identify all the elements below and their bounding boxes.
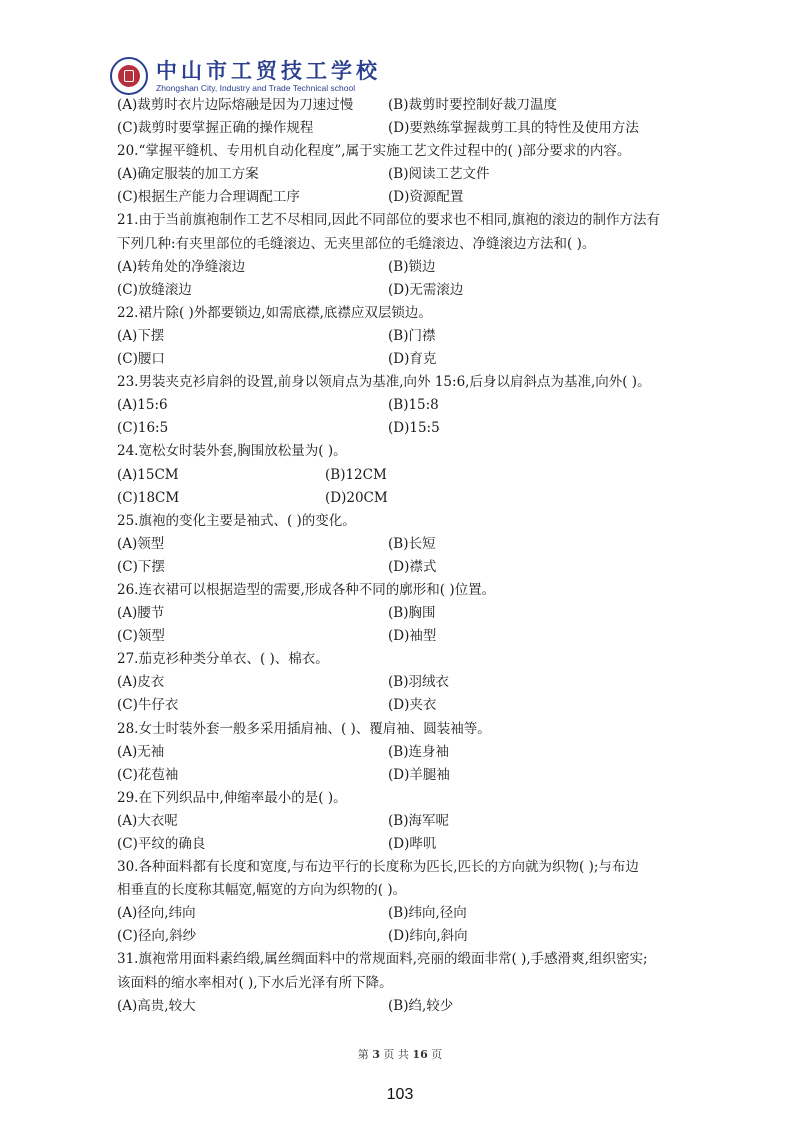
option-left: (C)牛仔衣 bbox=[117, 697, 179, 714]
question-text: 下列几种:有夹里部位的毛缝滚边、无夹里部位的毛缝滚边、净缝滚边方法和( )。 bbox=[117, 235, 596, 252]
option-left: (A)领型 bbox=[117, 535, 165, 552]
footer-prefix: 第 bbox=[357, 1048, 373, 1061]
option-row bbox=[117, 810, 702, 833]
option-row bbox=[117, 995, 702, 1018]
question-text: 20.“掌握平缝机、专用机自动化程度”,属于实施工艺文件过程中的( )部分要求的内容。 bbox=[117, 143, 631, 160]
question-text: 25.旗袍的变化主要是袖式、( )的变化。 bbox=[117, 512, 356, 529]
question-text: 27.茄克衫种类分单衣、( )、棉衣。 bbox=[117, 651, 329, 668]
page-header bbox=[110, 56, 381, 96]
option-right: (B)海军呢 bbox=[388, 812, 449, 829]
option-row bbox=[117, 348, 702, 371]
option-right: (B)裁剪时要控制好裁刀温度 bbox=[388, 97, 557, 113]
option-row bbox=[117, 394, 702, 417]
option-left: (A)转角处的净缝滚边 bbox=[117, 258, 246, 275]
exam-content bbox=[117, 94, 702, 1018]
option-row bbox=[117, 902, 702, 925]
option-left: (A)皮衣 bbox=[117, 674, 165, 691]
option-left: (C)18CM bbox=[117, 489, 180, 506]
option-row bbox=[117, 694, 702, 717]
option-left: (C)领型 bbox=[117, 628, 165, 645]
option-row bbox=[117, 533, 702, 556]
school-name-english: Zhongshan City, Industry and Trade Technical school bbox=[156, 82, 356, 93]
option-left: (C)16:5 bbox=[117, 420, 169, 437]
option-right: (B)绉,较少 bbox=[388, 997, 454, 1014]
option-right: (D)哔叽 bbox=[388, 836, 437, 852]
question-text: 31.旗袍常用面料素绉缎,属丝绸面料中的常规面料,亮丽的缎面非常( ),手感滑爽,组织密实; bbox=[117, 951, 648, 968]
option-row bbox=[117, 325, 702, 348]
option-row bbox=[117, 556, 702, 579]
option-right: (B)12CM bbox=[325, 466, 387, 483]
option-right: (B)阅读工艺文件 bbox=[388, 166, 490, 183]
option-left: (A)15:6 bbox=[117, 397, 168, 414]
option-right: (D)无需滚边 bbox=[388, 281, 464, 298]
school-name bbox=[156, 59, 381, 94]
option-row bbox=[117, 94, 702, 117]
option-left: (C)根据生产能力合理调配工序 bbox=[117, 189, 300, 206]
option-right: (D)袖型 bbox=[388, 628, 437, 645]
option-right: (B)连身袖 bbox=[388, 743, 449, 760]
option-left: (A)大衣呢 bbox=[117, 812, 178, 829]
option-right: (B)锁边 bbox=[388, 258, 436, 275]
option-left: (A)15CM bbox=[117, 466, 179, 483]
option-left: (A)无袖 bbox=[117, 743, 165, 760]
option-left: (A)高贵,较大 bbox=[117, 997, 196, 1014]
question-text: 30.各种面料都有长度和宽度,与布边平行的长度称为匹长,匹长的方向就为织物( );与布边 bbox=[117, 859, 639, 876]
option-row bbox=[117, 256, 702, 279]
option-right: (D)资源配置 bbox=[388, 189, 464, 206]
option-row bbox=[117, 764, 702, 787]
option-left: (C)放缝滚边 bbox=[117, 281, 192, 298]
option-left: (C)下摆 bbox=[117, 558, 165, 575]
option-row bbox=[117, 833, 702, 856]
option-right: (B)长短 bbox=[388, 535, 436, 552]
question-text: 22.裙片除( )外都要锁边,如需底襟,底襟应双层锁边。 bbox=[117, 304, 432, 321]
option-left: (C)平纹的确良 bbox=[117, 836, 206, 852]
footer-total-pages: 16 bbox=[412, 1048, 428, 1061]
option-right: (D)要熟练掌握裁剪工具的特性及使用方法 bbox=[388, 120, 639, 137]
option-row bbox=[117, 186, 702, 209]
option-right: (D)夹衣 bbox=[388, 697, 437, 714]
option-row bbox=[117, 163, 702, 186]
question-text: 相垂直的长度称其幅宽,幅宽的方向为织物的( )。 bbox=[117, 882, 407, 899]
option-left: (A)裁剪时衣片边际熔融是因为刀速过慢 bbox=[117, 97, 354, 113]
option-left: (A)下摆 bbox=[117, 327, 165, 344]
option-right: (B)羽绒衣 bbox=[388, 674, 449, 691]
option-row bbox=[117, 487, 702, 510]
question-text: 该面料的缩水率相对( ),下水后光泽有所下降。 bbox=[117, 974, 393, 991]
option-left: (A)腰节 bbox=[117, 605, 165, 622]
question-text: 26.连衣裙可以根据造型的需要,形成各种不同的廓形和( )位置。 bbox=[117, 581, 496, 598]
option-row bbox=[117, 464, 702, 487]
option-right: (D)羊腿袖 bbox=[388, 766, 450, 783]
option-right: (B)门襟 bbox=[388, 327, 436, 344]
option-left: (C)腰口 bbox=[117, 351, 165, 368]
option-row bbox=[117, 741, 702, 764]
option-left: (C)花苞袖 bbox=[117, 766, 179, 783]
option-row bbox=[117, 417, 702, 440]
option-left: (A)确定服装的加工方案 bbox=[117, 166, 259, 183]
option-right: (D)20CM bbox=[325, 489, 388, 506]
page-number: 103 bbox=[386, 1086, 414, 1103]
option-right: (D)15:5 bbox=[388, 420, 440, 437]
option-right: (D)襟式 bbox=[388, 558, 437, 575]
question-text: 28.女士时装外套一般多采用插肩袖、( )、覆肩袖、圆装袖等。 bbox=[117, 720, 491, 737]
footer-current-page: 3 bbox=[372, 1048, 380, 1061]
option-right: (B)15:8 bbox=[388, 397, 439, 414]
school-name-chinese: 中山市工贸技工学校 bbox=[156, 58, 381, 83]
option-row bbox=[117, 602, 702, 625]
option-left: (C)径向,斜纱 bbox=[117, 928, 197, 945]
option-row bbox=[117, 117, 702, 140]
option-row bbox=[117, 925, 702, 948]
footer-suffix: 页 bbox=[427, 1048, 443, 1061]
page-footer bbox=[0, 1046, 800, 1062]
option-left: (C)裁剪时要掌握正确的操作规程 bbox=[117, 120, 314, 137]
question-text: 21.由于当前旗袍制作工艺不尽相同,因此不同部位的要求也不相同,旗袍的滚边的制作方法有 bbox=[117, 212, 661, 229]
option-left: (A)径向,纬向 bbox=[117, 905, 196, 922]
question-text: 24.宽松女时装外套,胸围放松量为( )。 bbox=[117, 443, 347, 460]
option-row bbox=[117, 671, 702, 694]
option-row bbox=[117, 279, 702, 302]
question-text: 29.在下列织品中,伸缩率最小的是( )。 bbox=[117, 789, 347, 806]
option-right: (D)育克 bbox=[388, 351, 437, 368]
option-right: (B)纬向,径向 bbox=[388, 905, 467, 922]
option-row bbox=[117, 625, 702, 648]
option-right: (D)纬向,斜向 bbox=[388, 928, 468, 945]
question-text: 23.男装夹克衫肩斜的设置,前身以领肩点为基准,向外 15:6,后身以肩斜点为基准,向外( )。 bbox=[117, 374, 651, 391]
school-emblem-icon bbox=[110, 57, 148, 95]
option-right: (B)胸围 bbox=[388, 605, 436, 622]
footer-middle: 页 共 bbox=[379, 1048, 413, 1061]
